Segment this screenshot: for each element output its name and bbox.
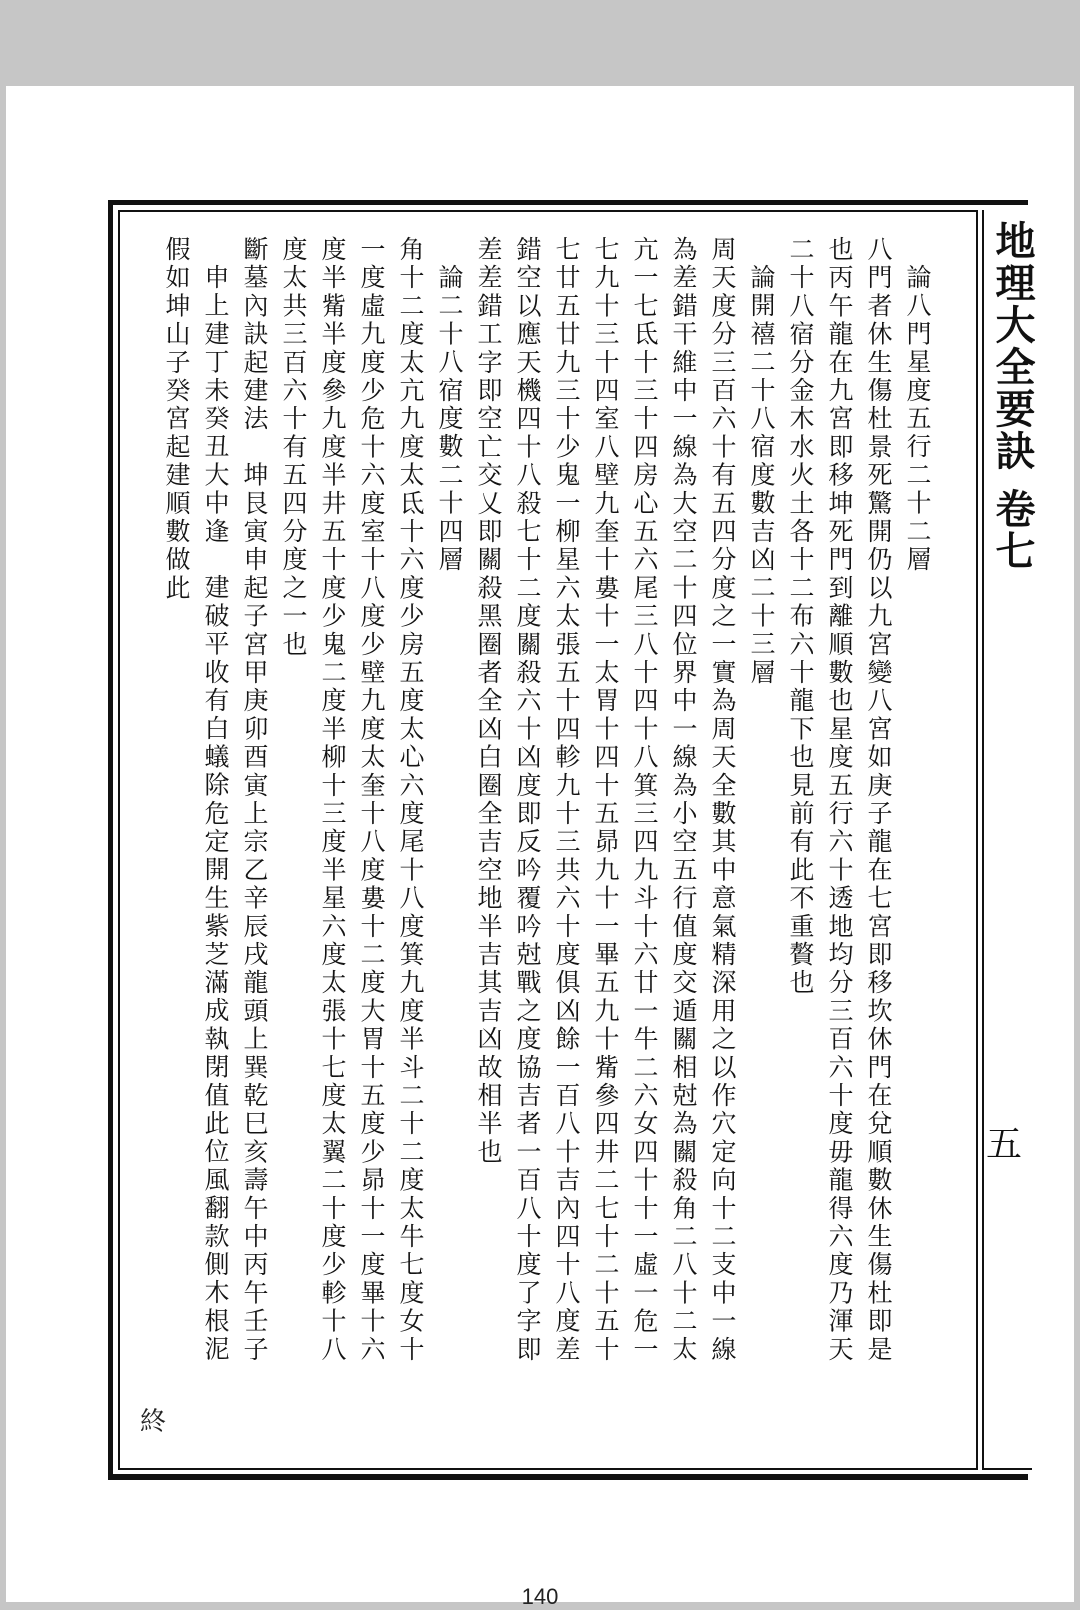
text-column-12: 差差錯工字即空亡交乂即關殺黑圈者全凶白圈全吉空地半吉其吉凶故相半也	[474, 236, 503, 1167]
text-column-11: 錯空以應天機四十八殺七十二度關殺六十凶度即反吟覆吟尅戰之度協吉者一百八十度了字即	[513, 236, 542, 1364]
text-column-16: 度半觜半度參九度半井五十度少鬼二度半柳十三度半星六度太張十七度太翼二十度少軫十八	[318, 236, 347, 1364]
text-column-19: 申上建丁未癸丑大中逢 建破平收有白蟻除危定開生紫芝滿成執閉值此位風翻款側木根泥	[201, 264, 230, 1364]
text-column-14: 角十二度太亢九度太氐十六度少房五度太心六度尾十八度箕九度半斗二十二度太牛七度女十	[396, 236, 425, 1364]
text-column-2: 八門者休生傷杜景死驚開仍以九宮變八宮如庚子龍在七宮即移坎休門在兌順數休生傷杜即是	[864, 236, 893, 1364]
leaf-number: 五	[986, 1124, 1023, 1165]
text-column-5: 論開禧二十八宿度數吉凶二十三層	[747, 264, 776, 687]
text-column-7: 為差錯干維中一線為大空二十四位界中一線為小空五行值度交遁關相尅為關殺角二八十二太	[669, 236, 698, 1364]
text-column-4: 二十八宿分金木水火土各十二布六十龍下也見前有此不重贅也	[786, 236, 815, 998]
running-head: 地理大全要訣 卷七	[989, 220, 1036, 572]
text-column-15: 一度虛九度少危十六度室十八度少壁九度太奎十八度婁十二度大胃十五度少昴十一度畢十六	[357, 236, 386, 1364]
text-column-20: 假如坤山子癸宮起建順數做此	[162, 236, 191, 603]
text-column-9: 七九十三十四室八壁九奎十婁十一太胃十四十五昴九十一畢五九十觜參四井二七十二十五十	[591, 236, 620, 1364]
text-column-3: 也丙午龍在九宮即移坤死門到離順數也星度五行六十透地均分三百六十度毋龍得六度乃渾天	[825, 236, 854, 1364]
text-column-8: 亢一七氐十三十四房心五六尾三八十四十八箕三四九斗十六廿一牛二六女四十十一虛一危一	[630, 236, 659, 1364]
text-column-18: 斷墓內訣起建法 坤艮寅申起子宮甲庚卯酉寅上宗乙辛辰戌龍頭上巽乾巳亥壽午中丙午壬子	[240, 236, 269, 1364]
text-column-1: 論八門星度五行二十二層	[903, 264, 932, 575]
viewer-toolbar	[0, 0, 1080, 86]
page-number: 140	[521, 1584, 559, 1609]
text-column-17: 度太共三百六十有五四分度之一也	[279, 236, 308, 659]
end-mark: 終	[140, 1407, 167, 1437]
scanned-page	[6, 86, 1074, 1602]
text-column-6: 周天度分三百六十有五四分度之一實為周天全數其中意氣精深用之以作穴定向十二支中一線	[708, 236, 737, 1364]
text-column-13: 論二十八宿度數二十四層	[435, 264, 464, 575]
text-column-10: 七廿五廿九三十少鬼一柳星六太張五十四軫九十三共六十度俱凶餘一百八十吉內四十八度差	[552, 236, 581, 1364]
